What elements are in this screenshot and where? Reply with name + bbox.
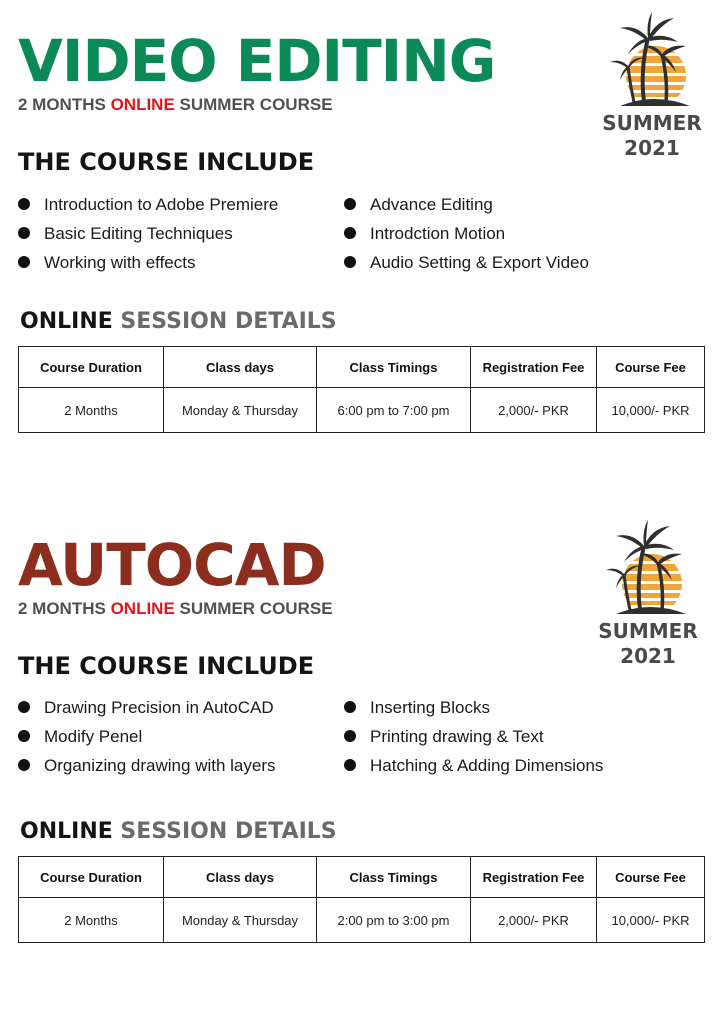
course-subtitle: 2 MONTHS ONLINE SUMMER COURSE xyxy=(18,599,333,618)
list-item: Introduction to Adobe Premiere xyxy=(18,190,278,219)
table-row xyxy=(19,388,705,433)
course-include-heading: THE COURSE INCLUDE xyxy=(18,148,315,176)
bullet-icon xyxy=(344,730,356,742)
header-class-timings: Class Timings xyxy=(317,857,471,898)
autocad-section xyxy=(0,510,724,970)
course-title: AUTOCAD xyxy=(18,531,326,599)
cell-course-fee: 10,000/- PKR xyxy=(597,898,705,943)
topics-left-list xyxy=(18,693,276,780)
bullet-icon xyxy=(344,759,356,771)
badge-summer-label: SUMMER xyxy=(602,111,702,135)
cell-registration-fee: 2,000/- PKR xyxy=(471,388,597,433)
header-class-days: Class days xyxy=(164,347,317,388)
table-row xyxy=(19,898,705,943)
list-item: Advance Editing xyxy=(344,190,589,219)
header-class-timings: Class Timings xyxy=(317,347,471,388)
badge-year-label: 2021 xyxy=(620,644,676,668)
bullet-icon xyxy=(344,256,356,268)
bullet-icon xyxy=(344,198,356,210)
header-course-fee: Course Fee xyxy=(597,857,705,898)
cell-class-timings: 6:00 pm to 7:00 pm xyxy=(317,388,471,433)
header-class-days: Class days xyxy=(164,857,317,898)
cell-course-duration: 2 Months xyxy=(19,388,164,433)
cell-class-timings: 2:00 pm to 3:00 pm xyxy=(317,898,471,943)
session-details-table xyxy=(18,346,705,433)
bullet-icon xyxy=(344,227,356,239)
cell-class-days: Monday & Thursday xyxy=(164,898,317,943)
header-course-duration: Course Duration xyxy=(19,347,164,388)
summer-badge xyxy=(588,518,708,668)
course-title: VIDEO EDITING xyxy=(18,27,496,95)
session-details-heading: ONLINE SESSION DETAILS xyxy=(20,819,337,844)
list-item: Inserting Blocks xyxy=(344,693,603,722)
summer-badge xyxy=(592,10,712,160)
header-registration-fee: Registration Fee xyxy=(471,857,597,898)
cell-class-days: Monday & Thursday xyxy=(164,388,317,433)
bullet-icon xyxy=(18,227,30,239)
list-item: Printing drawing & Text xyxy=(344,722,603,751)
course-include-heading: THE COURSE INCLUDE xyxy=(18,652,315,680)
list-item: Audio Setting & Export Video xyxy=(344,248,589,277)
bullet-icon xyxy=(344,701,356,713)
badge-year-label: 2021 xyxy=(624,136,680,160)
bullet-icon xyxy=(18,256,30,268)
video-editing-section xyxy=(0,0,724,470)
badge-summer-label: SUMMER xyxy=(598,619,698,643)
table-header-row xyxy=(19,347,705,388)
topics-left-list xyxy=(18,190,278,277)
bullet-icon xyxy=(18,701,30,713)
list-item: Hatching & Adding Dimensions xyxy=(344,751,603,780)
palm-island-sunset-icon xyxy=(602,518,694,618)
cell-registration-fee: 2,000/- PKR xyxy=(471,898,597,943)
session-details-heading: ONLINE SESSION DETAILS xyxy=(20,309,337,334)
cell-course-fee: 10,000/- PKR xyxy=(597,388,705,433)
session-details-table xyxy=(18,856,705,943)
header-course-fee: Course Fee xyxy=(597,347,705,388)
topics-right-list xyxy=(344,693,603,780)
list-item: Drawing Precision in AutoCAD xyxy=(18,693,276,722)
bullet-icon xyxy=(18,198,30,210)
header-course-duration: Course Duration xyxy=(19,857,164,898)
course-subtitle: 2 MONTHS ONLINE SUMMER COURSE xyxy=(18,95,333,114)
table-header-row xyxy=(19,857,705,898)
list-item: Organizing drawing with layers xyxy=(18,751,276,780)
palm-island-sunset-icon xyxy=(606,10,698,110)
list-item: Introdction Motion xyxy=(344,219,589,248)
topics-right-list xyxy=(344,190,589,277)
cell-course-duration: 2 Months xyxy=(19,898,164,943)
header-registration-fee: Registration Fee xyxy=(471,347,597,388)
list-item: Modify Penel xyxy=(18,722,276,751)
bullet-icon xyxy=(18,759,30,771)
list-item: Basic Editing Techniques xyxy=(18,219,278,248)
bullet-icon xyxy=(18,730,30,742)
list-item: Working with effects xyxy=(18,248,278,277)
